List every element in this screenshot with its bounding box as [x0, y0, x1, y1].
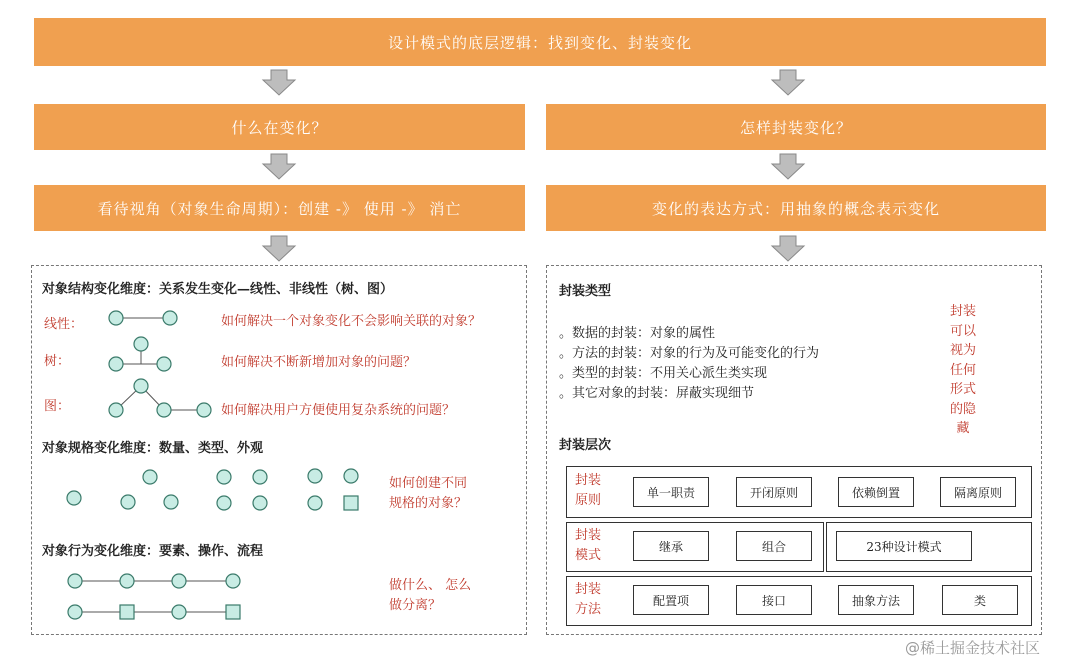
node	[120, 605, 134, 619]
node	[308, 469, 322, 483]
graph-question: 如何解决用户方便使用复杂系统的问题？	[221, 403, 456, 418]
level-label: 封装原则	[574, 473, 601, 508]
level-item-label: 开闭原则	[749, 485, 798, 500]
right-header: 怎样封装变化？	[739, 118, 852, 137]
node	[68, 574, 82, 588]
node	[172, 574, 186, 588]
left-header: 什么在变化？	[231, 118, 328, 137]
node	[134, 379, 148, 393]
side-note: 封装可以视为任何形式的隐藏	[949, 304, 976, 436]
level-item	[633, 531, 709, 561]
node	[157, 357, 171, 371]
node	[344, 469, 358, 483]
level-item	[633, 477, 709, 507]
level-item-label: 依赖倒置	[851, 485, 900, 500]
level-item-label: 配置项	[652, 593, 689, 608]
node	[226, 605, 240, 619]
level-item	[633, 585, 709, 615]
level-item-label: 类	[973, 593, 986, 608]
node	[109, 403, 123, 417]
level-item	[836, 531, 972, 561]
level-item	[838, 585, 914, 615]
node	[121, 495, 135, 509]
tree-question: 如何解决不断新增加对象的问题？	[221, 355, 417, 370]
level-item-label: 23种设计模式	[866, 539, 942, 554]
type-item: 。数据的封装：对象的属性	[559, 326, 716, 341]
level-item-label: 接口	[761, 593, 786, 608]
level-item	[736, 585, 812, 615]
node	[67, 491, 81, 505]
linear-question: 如何解决一个对象变化不会影响关联的对象？	[221, 314, 482, 329]
node	[172, 605, 186, 619]
graph-label: 图：	[44, 399, 71, 414]
node	[163, 311, 177, 325]
behavior-title: 对象行为变化维度：要素、操作、流程	[42, 544, 264, 559]
level-label: 封装模式	[574, 528, 601, 563]
node	[217, 496, 231, 510]
node	[157, 403, 171, 417]
node	[344, 496, 358, 510]
level-item-label: 组合	[761, 539, 786, 554]
node	[164, 495, 178, 509]
level-item	[736, 531, 812, 561]
linear-label: 线性：	[44, 317, 84, 332]
node	[308, 496, 322, 510]
left-subheader: 看待视角（对象生命周期）：创建 -》 使用 -》 消亡	[97, 199, 462, 218]
node	[253, 470, 267, 484]
levels-title: 封装层次	[559, 438, 612, 453]
structure-title: 对象结构变化维度：关系发生变化—线性、非线性（树、图）	[42, 282, 394, 297]
tree-label: 树：	[44, 354, 71, 369]
right-subheader: 变化的表达方式：用抽象的概念表示变化	[651, 199, 940, 218]
level-item	[942, 585, 1018, 615]
behavior-question-line2: 做分离？	[389, 598, 442, 613]
type-item: 。其它对象的封装：屏蔽实现细节	[559, 386, 755, 401]
node	[143, 470, 157, 484]
node	[134, 337, 148, 351]
node	[253, 496, 267, 510]
spec-title: 对象规格变化维度：数量、类型、外观	[42, 441, 264, 456]
level-label: 封装方法	[574, 582, 601, 617]
level-item-label: 抽象方法	[851, 593, 900, 608]
type-item: 。方法的封装：对象的行为及可能变化的行为	[559, 346, 820, 361]
types-title: 封装类型	[559, 284, 612, 299]
node	[226, 574, 240, 588]
level-item	[838, 477, 914, 507]
level-item-label: 继承	[658, 539, 683, 554]
level-item	[736, 477, 812, 507]
top-title: 设计模式的底层逻辑：找到变化、封装变化	[387, 33, 692, 52]
watermark: @稀土掘金技术社区	[905, 639, 1041, 657]
spec-question-line1: 如何创建不同	[389, 476, 468, 491]
node	[120, 574, 134, 588]
level-item	[940, 477, 1016, 507]
node	[109, 311, 123, 325]
level-item-label: 单一职责	[646, 485, 695, 500]
node	[197, 403, 211, 417]
node	[109, 357, 123, 371]
level-item-label: 隔离原则	[953, 485, 1002, 500]
node	[68, 605, 82, 619]
type-item: 。类型的封装：不用关心派生类实现	[559, 366, 768, 381]
node	[217, 470, 231, 484]
spec-question-line2: 规格的对象？	[389, 496, 468, 511]
behavior-question-line1: 做什么、 怎么	[389, 578, 472, 593]
